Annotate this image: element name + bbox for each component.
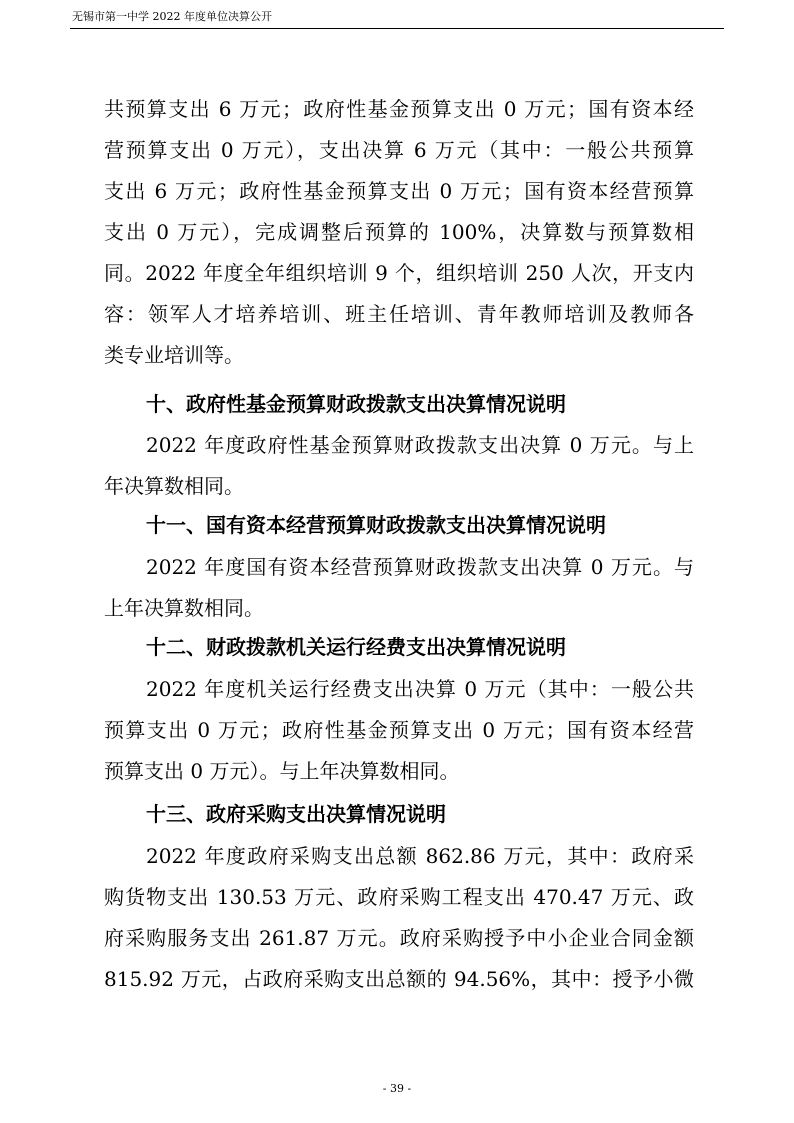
text-line: 2022 年度机关运行经费支出决算 0 万元（其中：一般公共 [146, 677, 694, 701]
paragraph-state-capital [104, 547, 694, 629]
text-line: 2022 年度国有资本经营预算财政拨款支出决算 0 万元。与 [146, 555, 694, 579]
text-line: 购货物支出 130.53 万元、政府采购工程支出 470.47 万元、政 [104, 885, 694, 909]
header-divider [70, 28, 724, 29]
text-line: 2022 年度政府采购支出总额 862.86 万元，其中：政府采 [146, 844, 694, 868]
text-line: 支出 0 万元），完成调整后预算的 100%，决算数与预算数相 [104, 220, 694, 244]
text-line: 预算支出 0 万元；政府性基金预算支出 0 万元；国有资本经营 [104, 718, 694, 742]
text-line: 类专业培训等。 [104, 343, 244, 367]
paragraph-government-fund [104, 425, 694, 507]
text-line: 共预算支出 6 万元；政府性基金预算支出 0 万元；国有资本经 [104, 97, 694, 121]
text-line: 预算支出 0 万元）。与上年决算数相同。 [104, 759, 460, 783]
section-heading-11: 十一、国有资本经营预算财政拨款支出决算情况说明 [146, 513, 606, 537]
section-heading-12: 十二、财政拨款机关运行经费支出决算情况说明 [146, 635, 566, 659]
document-header: 无锡市第一中学 2022 年度单位决算公开 [72, 10, 272, 23]
text-line: 同。2022 年度全年组织培训 9 个，组织培训 250 人次，开支内 [104, 261, 694, 285]
text-line: 支出 6 万元；政府性基金预算支出 0 万元；国有资本经营预算 [104, 179, 694, 203]
paragraph-operating-expenses [104, 669, 694, 792]
section-heading-13: 十三、政府采购支出决算情况说明 [146, 802, 446, 826]
text-line: 上年决算数相同。 [104, 596, 264, 620]
page-number: - 39 - [382, 1082, 412, 1095]
paragraph-training-expenses [104, 89, 694, 376]
text-line: 容：领军人才培养培训、班主任培训、青年教师培训及教师各 [104, 302, 694, 326]
text-line: 营预算支出 0 万元），支出决算 6 万元（其中：一般公共预算 [104, 138, 694, 162]
paragraph-procurement [104, 836, 694, 1000]
section-heading-10: 十、政府性基金预算财政拨款支出决算情况说明 [146, 392, 566, 416]
text-line: 2022 年度政府性基金预算财政拨款支出决算 0 万元。与上 [146, 433, 694, 457]
text-line: 年决算数相同。 [104, 474, 244, 498]
text-line: 815.92 万元，占政府采购支出总额的 94.56%，其中：授予小微 [104, 967, 694, 991]
text-line: 府采购服务支出 261.87 万元。政府采购授予中小企业合同金额 [104, 926, 694, 950]
